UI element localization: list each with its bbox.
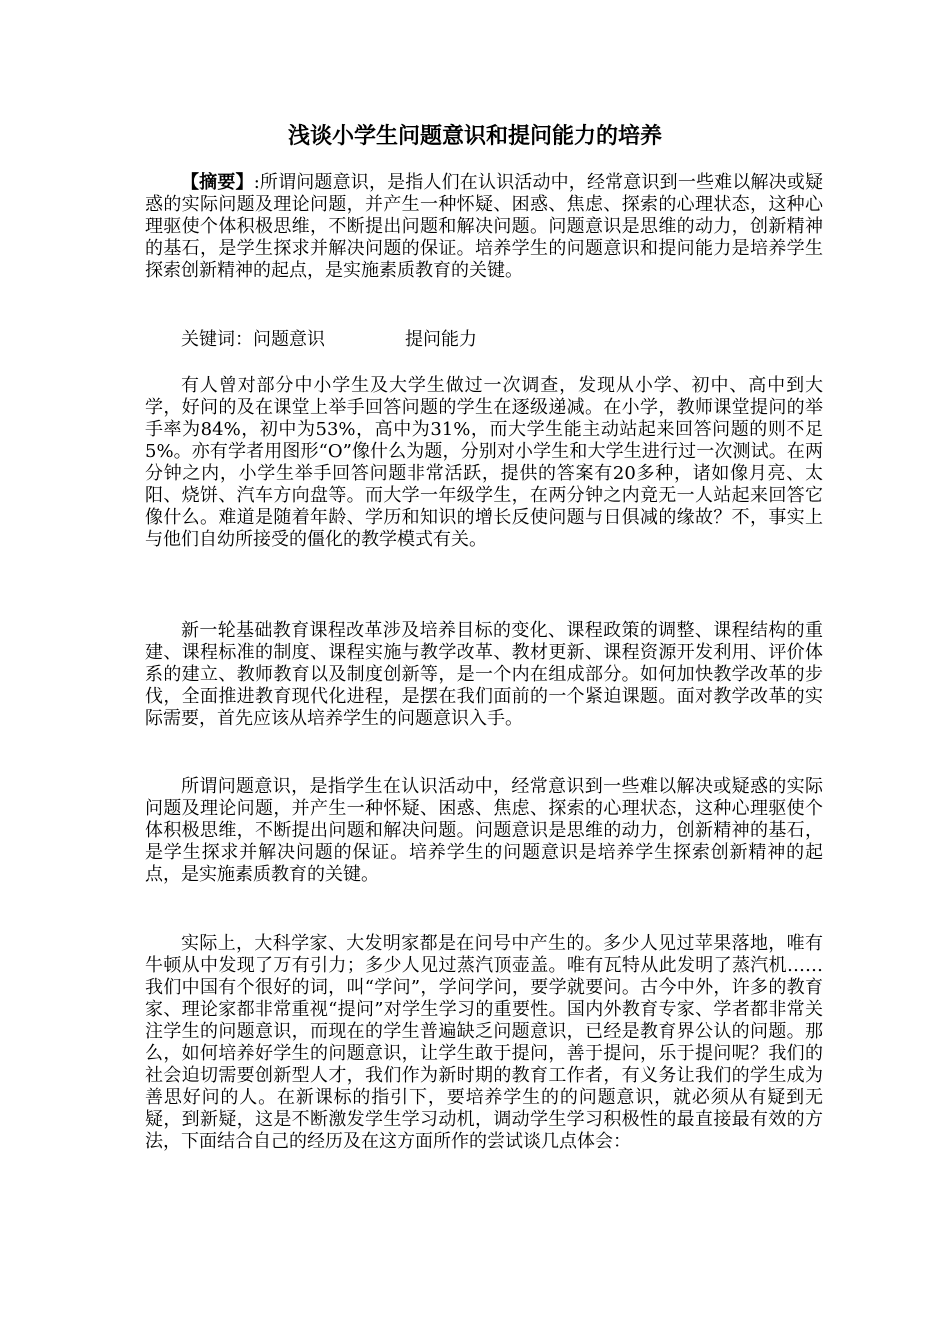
keywords-line [145,329,823,351]
keyword-item: 问题意识 [253,329,325,350]
keyword-item: 提问能力 [405,329,477,350]
abstract-label: 【摘要】 [181,172,254,193]
body-paragraph-4: 实际上，大科学家、大发明家都是在问号中产生的。多少人见过苹果落地，唯有牛顿从中发现了万有引力；多少人见过蒸汽顶壶盖。唯有瓦特从此发明了蒸汽机……我们中国有个很好的词，叫“学问”，学问学问，要学就要问。古今中外，许多的教育家、理论家都非常重视“提问”对学生学习的重要性。国内外教育专家、学者都非常关注学生的问题意识，而现在的学生普遍缺乏问题意识，已经是教育界公认的问题。那么，如何培养好学生的问题意识，让学生敢于提问，善于提问，乐于提问呢？我们的社会迫切需要创新型人才，我们作为新时期的教育工作者，有义务让我们的学生成为善思好问的人。在新课标的指引下，要培养学生的的问题意识，就必须从有疑到无疑，到新疑，这是不断激发学生学习动机，调动学生学习积极性的最直接最有效的方法，下面结合自己的经历及在这方面所作的尝试谈几点体会： [145,933,823,1152]
keywords-label: 关键词： [181,329,253,350]
body-paragraph-3: 所谓问题意识，是指学生在认识活动中，经常意识到一些难以解决或疑惑的实际问题及理论问题，并产生一种怀疑、困惑、焦虑、探索的心理状态，这种心理驱使个体积极思维，不断提出问题和解决问题。问题意识是思维的动力，创新精神的基石，是学生探求并解决问题的保证。培养学生的问题意识是培养学生探索创新精神的起点，是实施素质教育的关键。 [145,776,823,885]
abstract-paragraph [145,172,823,282]
document-title: 浅谈小学生问题意识和提问能力的培养 [287,123,662,149]
abstract-text: :所谓问题意识，是指人们在认识活动中，经常意识到一些难以解决或疑惑的实际问题及理论问题，并产生一种怀疑、困惑、焦虑、探索的心理状态，这种心理驱使个体积极思维，不断提出问题和解决问题。问题意识是思维的动力，创新精神的基石，是学生探求并解决问题的保证。培养学生的问题意识和提问能力是培养学生探索创新精神的起点，是实施素质教育的关键。 [145,172,824,281]
body-paragraph-1: 有人曾对部分中小学生及大学生做过一次调查，发现从小学、初中、高中到大学，好问的及在课堂上举手回答问题的学生在逐级递减。在小学，教师课堂提问的举手率为84%，初中为53%，高中为31%，而大学生能主动站起来回答问题的则不足5%。亦有学者用图形“O”像什么为题，分别对小学生和大学生进行过一次测试。在两分钟之内，小学生举手回答问题非常活跃，提供的答案有20多种，诸如像月亮、太阳、烧饼、汽车方向盘等。而大学一年级学生，在两分钟之内竟无一人站起来回答它像什么。难道是随着年龄、学历和知识的增长反使问题与日俱减的缘故？不，事实上与他们自幼所接受的僵化的教学模式有关。 [145,375,823,550]
body-paragraph-2: 新一轮基础教育课程改革涉及培养目标的变化、课程政策的调整、课程结构的重建、课程标准的制度、课程实施与教学改革、教材更新、课程资源开发利用、评价体系的建立、教师教育以及制度创新等，是一个内在组成部分。如何加快教学改革的步伐，全面推进教育现代化进程，是摆在我们面前的一个紧迫课题。面对教学改革的实际需要，首先应该从培养学生的问题意识入手。 [145,620,823,729]
